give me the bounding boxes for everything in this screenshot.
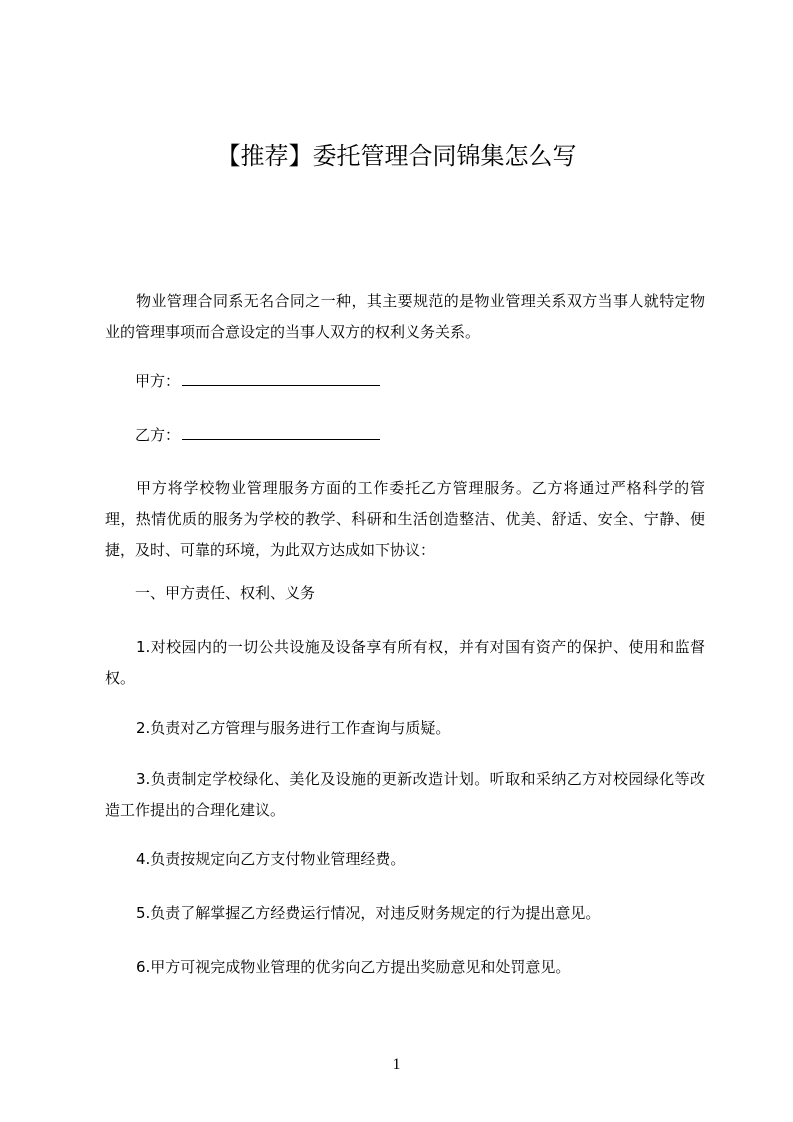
intro-paragraph: 物业管理合同系无名合同之一种，其主要规范的是物业管理关系双方当事人就特定物业的管理事项而合意设定的当事人双方的权利义务关系。 <box>105 292 705 341</box>
document-title: 【推荐】委托管理合同锦集怎么写 <box>216 142 577 170</box>
party-b-label: 乙方： <box>135 426 181 444</box>
clause-2: 2.负责对乙方管理与服务进行工作查询与质疑。 <box>136 719 451 737</box>
party-b-blank <box>182 425 380 440</box>
party-b-line <box>135 423 380 447</box>
clause-1: 1.对校园内的一切公共设施及设备享有所有权，并有对国有资产的保护、使用和监督权。 <box>105 638 705 687</box>
party-a-label: 甲方： <box>135 372 181 390</box>
agreement-intro-paragraph: 甲方将学校物业管理服务方面的工作委托乙方管理服务。乙方将通过严格科学的管理，热情优质的服务为学校的教学、科研和生活创造整洁、优美、舒适、安全、宁静、便捷，及时、可靠的环境，为此双方达成如下协议： <box>105 479 705 559</box>
party-a-blank <box>182 371 380 386</box>
clause-4: 4.负责按规定向乙方支付物业管理经费。 <box>136 850 406 868</box>
party-a-line <box>135 369 380 393</box>
clause-3: 3.负责制定学校绿化、美化及设施的更新改造计划。听取和采纳乙方对校园绿化等改造工作提出的合理化建议。 <box>105 770 705 819</box>
page-number: 1 <box>392 1056 401 1073</box>
section-1-heading: 一、甲方责任、权利、义务 <box>135 584 316 602</box>
clause-6: 6.甲方可视完成物业管理的优劣向乙方提出奖励意见和处罚意见。 <box>136 958 571 976</box>
clause-5: 5.负责了解掌握乙方经费运行情况，对违反财务规定的行为提出意见。 <box>136 904 601 922</box>
